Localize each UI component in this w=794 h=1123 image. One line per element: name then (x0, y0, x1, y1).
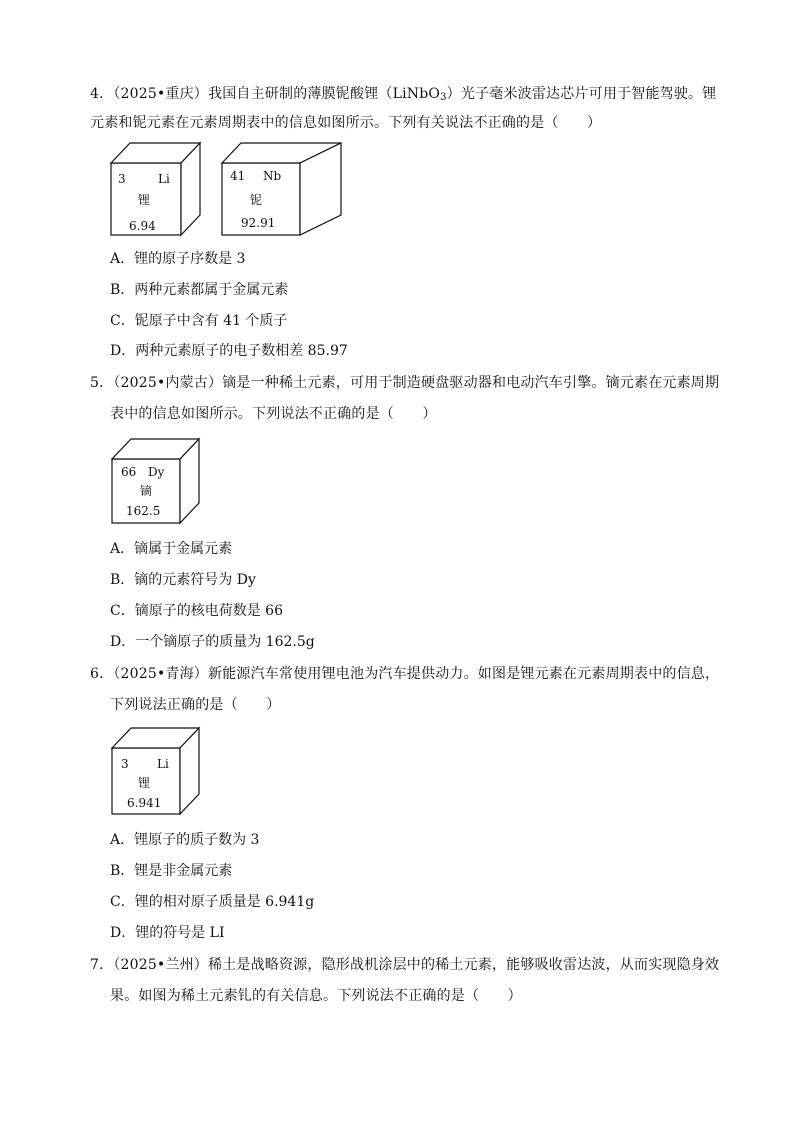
question-6-stem-line-2: 下列说法正确的是（ ） (110, 697, 281, 713)
question-4-option-b[interactable]: B．两种元素都属于金属元素 (110, 282, 289, 298)
element-tile-nb (221, 142, 343, 236)
question-5-stem-line-2: 表中的信息如图所示。下列说法不正确的是（ ） (110, 406, 437, 422)
element-tile-li (110, 142, 202, 236)
atomic-number: 3 (118, 172, 126, 186)
question-6-option-a[interactable]: A．锂原子的质子数为 3 (110, 832, 260, 848)
question-number: 5． (90, 375, 114, 391)
element-symbol: Li (157, 757, 169, 771)
element-tile-dy (110, 438, 202, 526)
question-5-option-a[interactable]: A．镝属于金属元素 (110, 541, 233, 557)
element-symbol: Dy (148, 465, 165, 479)
element-name: 锂 (138, 776, 151, 790)
question-5-option-c[interactable]: C．镝原子的核电荷数是 66 (110, 603, 283, 619)
question-number: 7． (90, 957, 114, 973)
question-6-option-b[interactable]: B．锂是非金属元素 (110, 863, 233, 879)
element-name: 镝 (140, 484, 153, 498)
question-4-option-a[interactable]: A．锂的原子序数是 3 (110, 251, 246, 267)
question-source: （2025•重庆） (113, 86, 208, 102)
element-symbol: Nb (263, 169, 282, 183)
question-source: （2025•兰州） (113, 957, 208, 973)
question-5-option-d[interactable]: D．一个镝原子的质量为 162.5g (110, 634, 315, 650)
question-6-option-d[interactable]: D．锂的符号是 LI (110, 925, 225, 941)
atomic-mass: 6.94 (129, 219, 156, 233)
question-5-stem-line-1: 5．（2025•内蒙古）镝是一种稀土元素，可用于制造硬盘驱动器和电动汽车引擎。镝元素在元素周期 (90, 375, 720, 391)
element-name: 锂 (138, 193, 151, 207)
atomic-mass: 92.91 (241, 216, 276, 230)
atomic-number: 66 (121, 465, 137, 479)
question-4-stem-line-2: 元素和铌元素在元素周期表中的信息如图所示。下列有关说法不正确的是（ ） (90, 115, 602, 131)
question-number: 6． (90, 666, 114, 682)
atomic-number: 41 (230, 169, 246, 183)
atomic-mass: 162.5 (126, 504, 161, 518)
question-source: （2025•内蒙古） (113, 375, 223, 391)
element-tile-li-2 (110, 727, 202, 817)
question-4-stem-line-1: 4．（2025•重庆）我国自主研制的薄膜铌酸锂（LiNbO$_3$）光子毫米波雷达芯片可用于智能驾驶。锂 (90, 86, 717, 103)
question-source: （2025•青海） (113, 666, 208, 682)
question-7-stem-line-2: 果。如图为稀土元素钆的有关信息。下列说法不正确的是（ ） (110, 988, 522, 1004)
element-symbol: Li (158, 172, 170, 186)
question-4-option-d[interactable]: D．两种元素原子的电子数相差 85.97 (110, 343, 348, 359)
question-number: 4． (90, 86, 114, 102)
question-6-stem-line-1: 6．（2025•青海）新能源汽车常使用锂电池为汽车提供动力。如图是锂元素在元素周期表中的信息， (90, 666, 720, 682)
atomic-mass: 6.941 (127, 796, 162, 810)
question-7-stem-line-1: 7．（2025•兰州）稀土是战略资源，隐形战机涂层中的稀土元素，能够吸收雷达波，从而实现隐身效 (90, 957, 720, 973)
question-4-option-c[interactable]: C．铌原子中含有 41 个质子 (110, 313, 288, 329)
atomic-number: 3 (121, 757, 129, 771)
question-5-option-b[interactable]: B．镝的元素符号为 Dy (110, 572, 256, 588)
question-6-option-c[interactable]: C．锂的相对原子质量是 6.941g (110, 894, 315, 910)
element-name: 铌 (250, 193, 263, 207)
